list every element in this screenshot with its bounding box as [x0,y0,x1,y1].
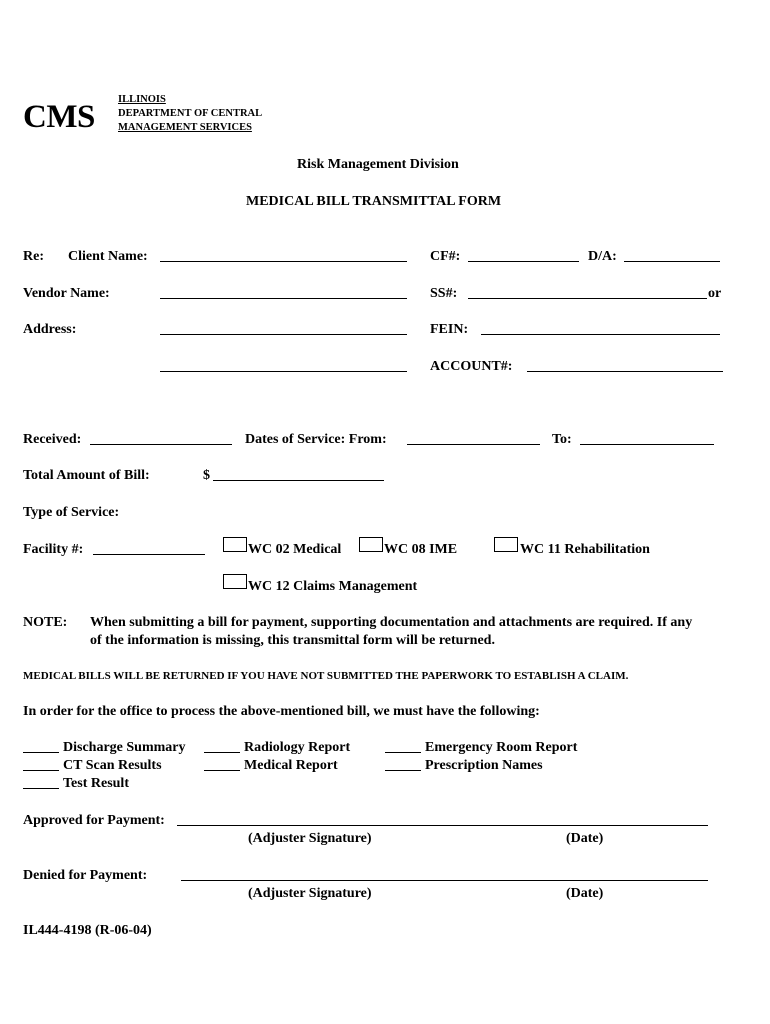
form-number: IL444-4198 (R-06-04) [23,923,152,938]
denied-date-caption: (Date) [566,886,604,901]
wc11-label: WC 11 Rehabilitation [520,542,650,557]
cf-label: CF#: [430,249,461,264]
prescription-names-label: Prescription Names [425,758,543,773]
da-field[interactable] [624,249,720,262]
address-field-line1[interactable] [160,322,407,335]
or-label: or [708,286,722,301]
cms-logo: CMS [23,99,95,135]
denied-for-payment-label: Denied for Payment: [23,868,148,883]
cf-field[interactable] [468,249,579,262]
test-result-blank[interactable] [23,776,59,789]
received-label: Received: [23,432,82,447]
emergency-room-report-blank[interactable] [385,740,421,753]
fein-label: FEIN: [430,322,469,337]
facility-field[interactable] [93,542,205,555]
agency-line-department: DEPARTMENT OF CENTRAL [118,108,263,119]
approved-signature-field[interactable] [177,813,708,826]
requirements-intro: In order for the office to process the above-mentioned bill, we must have the following: [23,704,540,719]
wc11-checkbox[interactable] [494,537,518,552]
division-title: Risk Management Division [297,157,459,172]
dollar-sign: $ [203,468,210,483]
approved-adjuster-signature-caption: (Adjuster Signature) [248,831,372,846]
client-name-label: Client Name: [68,249,148,264]
wc02-checkbox[interactable] [223,537,247,552]
address-label: Address: [23,322,77,337]
facility-label: Facility #: [23,542,84,557]
approved-date-caption: (Date) [566,831,604,846]
return-warning: MEDICAL BILLS WILL BE RETURNED IF YOU HAVE NOT SUBMITTED THE PAPERWORK TO ESTABLISH A CLAIM. [23,670,629,682]
da-label: D/A: [588,249,617,264]
re-label: Re: [23,249,44,264]
medical-report-blank[interactable] [204,758,240,771]
note-line-1: When submitting a bill for payment, supporting documentation and attachments are required. If any [90,615,693,630]
form-title: MEDICAL BILL TRANSMITTAL FORM [246,194,502,209]
wc08-checkbox[interactable] [359,537,383,552]
note-line-2: of the information is missing, this transmittal form will be returned. [90,633,495,648]
account-field[interactable] [527,359,723,372]
wc08-label: WC 08 IME [384,542,458,557]
vendor-name-field[interactable] [160,286,407,299]
approved-for-payment-label: Approved for Payment: [23,813,165,828]
to-label: To: [552,432,572,447]
dates-to-field[interactable] [580,432,714,445]
note-label: NOTE: [23,615,68,630]
received-field[interactable] [90,432,232,445]
dates-from-field[interactable] [407,432,540,445]
ss-label: SS#: [430,286,458,301]
account-label: ACCOUNT#: [430,359,513,374]
fein-field[interactable] [481,322,720,335]
address-field-line2[interactable] [160,359,407,372]
test-result-label: Test Result [63,776,129,791]
vendor-name-label: Vendor Name: [23,286,110,301]
radiology-report-label: Radiology Report [244,740,351,755]
discharge-summary-blank[interactable] [23,740,59,753]
denied-signature-field[interactable] [181,868,708,881]
agency-line-management: MANAGEMENT SERVICES [118,122,252,133]
ct-scan-results-blank[interactable] [23,758,59,771]
wc02-label: WC 02 Medical [248,542,342,557]
ct-scan-results-label: CT Scan Results [63,758,162,773]
emergency-room-report-label: Emergency Room Report [425,740,578,755]
denied-adjuster-signature-caption: (Adjuster Signature) [248,886,372,901]
agency-line-illinois: ILLINOIS [118,94,166,105]
type-of-service-label: Type of Service: [23,505,120,520]
client-name-field[interactable] [160,249,407,262]
total-amount-label: Total Amount of Bill: [23,468,150,483]
ss-field[interactable] [468,286,707,299]
prescription-names-blank[interactable] [385,758,421,771]
wc12-label: WC 12 Claims Management [248,579,418,594]
total-amount-field[interactable] [213,468,384,481]
medical-report-label: Medical Report [244,758,338,773]
dates-of-service-from-label: Dates of Service: From: [245,432,387,447]
discharge-summary-label: Discharge Summary [63,740,186,755]
radiology-report-blank[interactable] [204,740,240,753]
wc12-checkbox[interactable] [223,574,247,589]
